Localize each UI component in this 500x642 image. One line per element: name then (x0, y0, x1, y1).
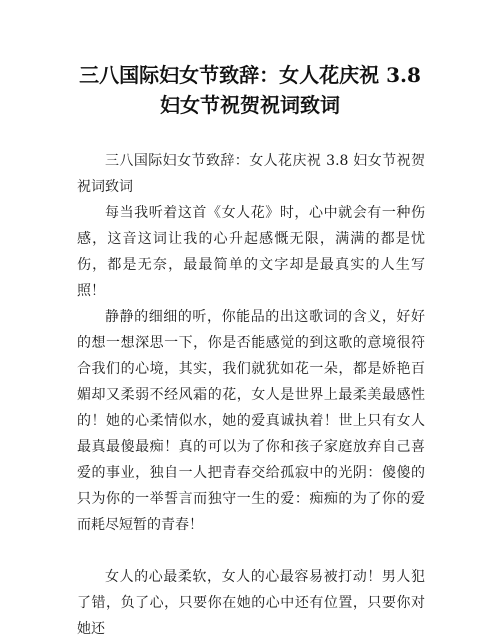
paragraph: 每当我听着这首《女人花》时，心中就会有一种伤感，这音这词让我的心升起感慨无限，满满的都是忧伤，都是无奈，最最简单的文字却是最真实的人生写照！ (77, 205, 425, 299)
paragraph: 静静的细细的听，你能品的出这歌词的含义，好好的想一想深思一下，你是否能感觉的到这歌的意境很符合我们的心境，其实，我们就犹如花一朵，都是娇艳百媚却又柔弱不经风霜的花，女人是世界上最柔美最感性的！她的心柔情似水，她的爱真诚执着！世上只有女人最真最傻最痴！真的可以为了你和孩子家庭放弃自己喜爱的事业，独自一人把青春交给孤寂中的光阴：傻傻的只为你的一举誓言而独守一生的爱：痴痴的为了你的爱而耗尽短暂的青春！ (77, 309, 425, 533)
paragraph: 女人的心最柔软，女人的心最容易被打动！男人犯了错，负了心，只要你在她的心中还有位置，只要你对她还 (77, 569, 425, 637)
paragraph: 三八国际妇女节致辞：女人花庆祝 3.8 妇女节祝贺祝词致词 (77, 153, 425, 195)
title-line-1: 三八国际妇女节致辞：女人花庆祝 3.8 (79, 63, 421, 87)
title-line-2: 妇女节祝贺祝词致词 (160, 93, 340, 117)
document-title (40, 60, 460, 120)
document-body (77, 148, 425, 642)
